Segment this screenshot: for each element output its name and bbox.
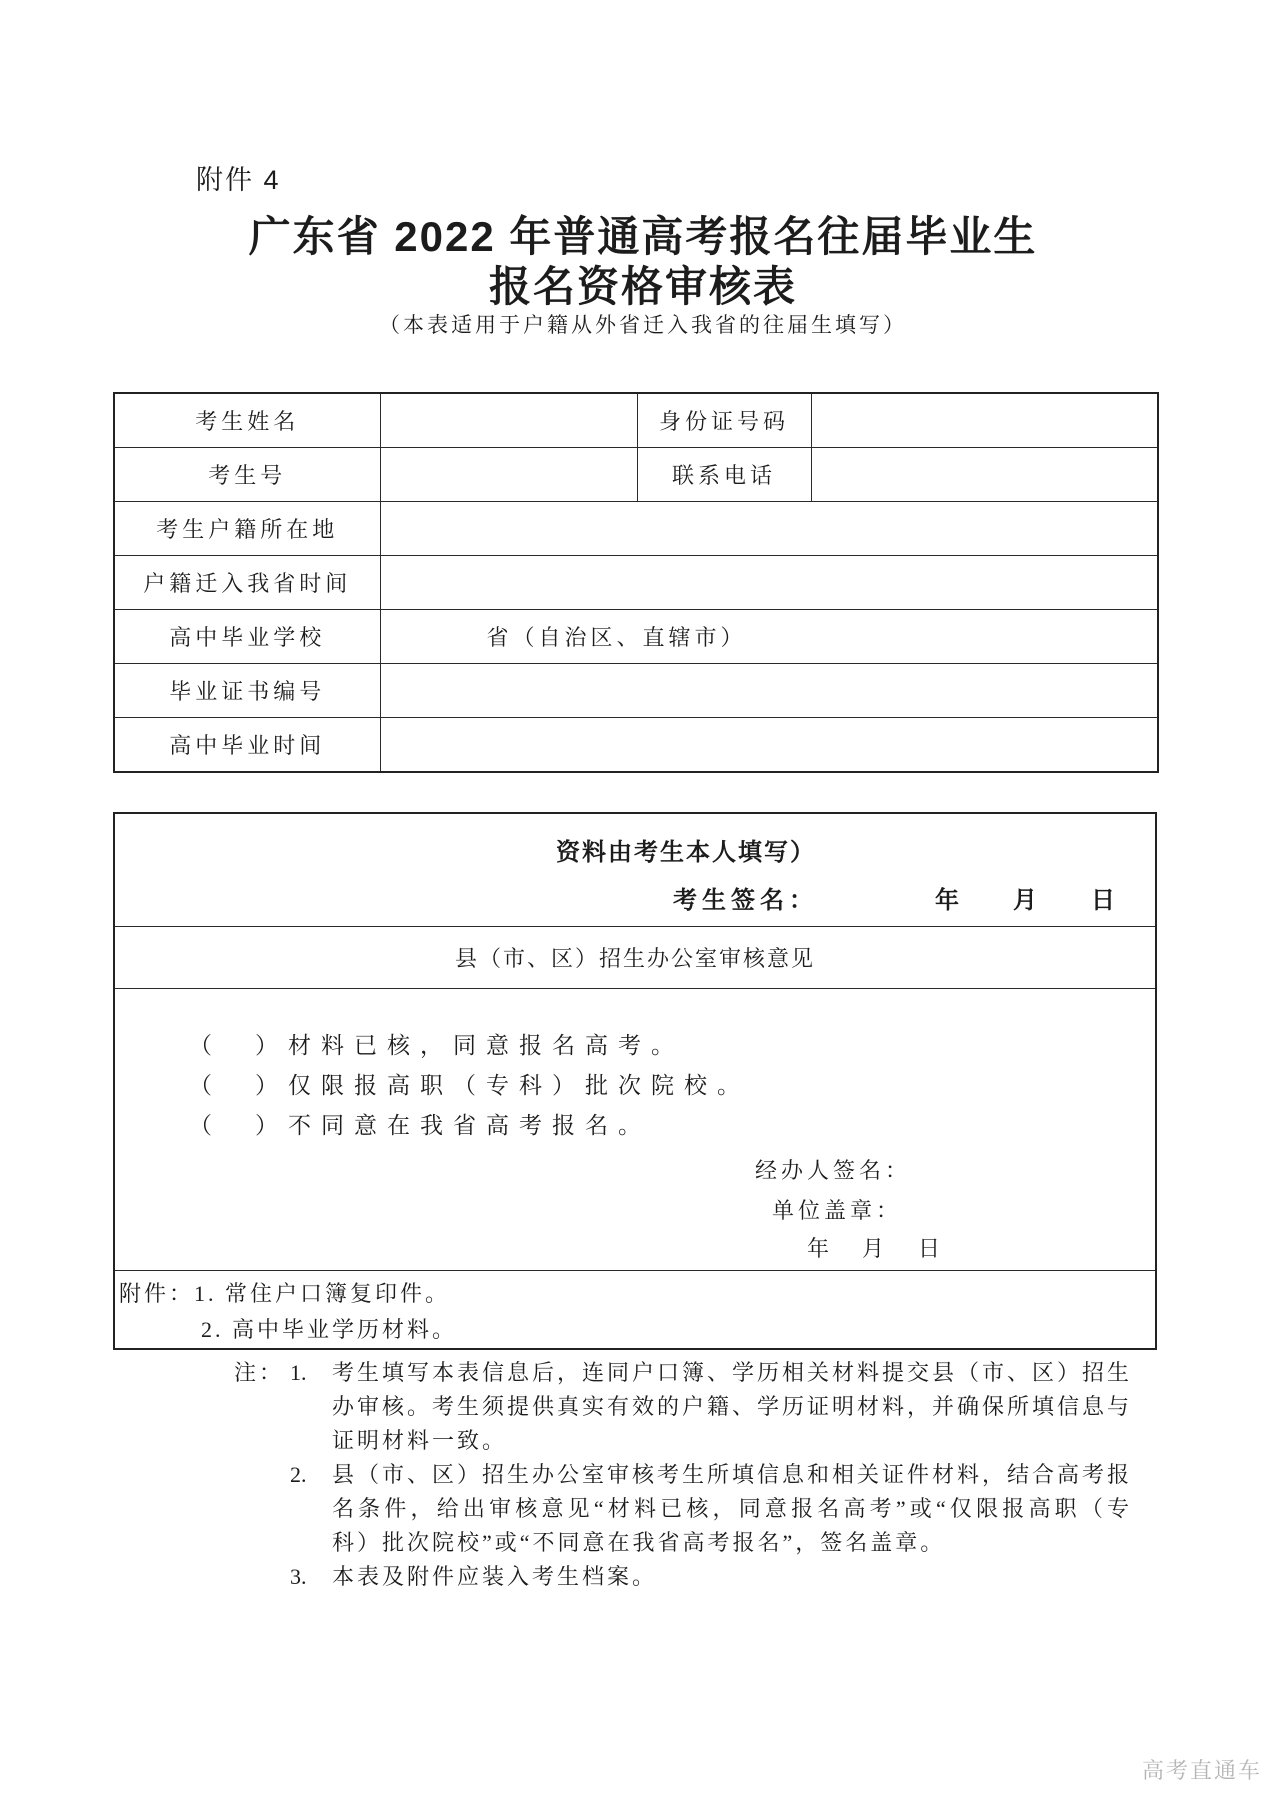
attachment-item-2: 2. 高中毕业学历材料。 [201, 1317, 458, 1342]
table-row [114, 610, 1158, 664]
note-item-2 [290, 1458, 1132, 1560]
review-option-vocational-only: （ ）仅限报高职（专科）批次院校。 [189, 1073, 750, 1098]
note-text: 考生填写本表信息后，连同户口簿、学历相关材料提交县（市、区）招生办审核。考生须提供真实有效的户籍、学历证明材料，并确保所填信息与证明材料一致。 [332, 1360, 1133, 1453]
unit-seal-label: 单位盖章： [772, 1198, 903, 1223]
review-section-table [113, 812, 1157, 1350]
note-number: 1. [290, 1360, 307, 1385]
review-option-approved: （ ）材料已核，同意报名高考。 [189, 1033, 684, 1058]
table-row [114, 556, 1158, 610]
household-location-label: 考生户籍所在地 [114, 502, 380, 556]
review-option-list [189, 1026, 750, 1146]
filled-by-candidate-note: 资料由考生本人填写） [556, 839, 816, 866]
graduate-school-province-hint: 省（自治区、直辖市） [380, 610, 1158, 664]
note-item-1 [290, 1356, 1132, 1458]
table-row [114, 664, 1158, 718]
candidate-number-blank-cell [380, 448, 637, 502]
household-move-date-blank-cell [380, 556, 1158, 610]
note-number: 2. [290, 1462, 307, 1487]
note-number: 3. [290, 1564, 307, 1589]
id-number-label: 身份证号码 [637, 393, 811, 448]
note-text: 本表及附件应装入考生档案。 [332, 1564, 658, 1589]
note-item-3 [290, 1560, 1132, 1594]
diploma-number-label: 毕业证书编号 [114, 664, 380, 718]
admissions-office-review-header: 县（市、区）招生办公室审核意见 [454, 945, 815, 971]
contact-phone-label: 联系电话 [637, 448, 811, 502]
document-title-line1: 广东省 2022 年普通高考报名往届毕业生 [248, 213, 1038, 260]
graduation-date-label: 高中毕业时间 [114, 718, 380, 773]
household-move-date-label: 户籍迁入我省时间 [114, 556, 380, 610]
graduate-school-label: 高中毕业学校 [114, 610, 380, 664]
id-number-blank-cell [811, 393, 1158, 448]
notes-block [234, 1356, 1133, 1594]
candidate-number-label: 考生号 [114, 448, 380, 502]
candidate-name-blank-cell [380, 393, 637, 448]
contact-phone-blank-cell [811, 448, 1158, 502]
household-location-blank-cell [380, 502, 1158, 556]
attachment-list-line1 [119, 1278, 450, 1310]
graduation-date-blank-cell [380, 718, 1158, 773]
review-date-month-label: 月 [862, 1236, 889, 1261]
table-row [114, 448, 1158, 502]
divider [115, 988, 1155, 989]
signature-date-year-label: 年 [935, 887, 964, 914]
review-option-rejected: （ ）不同意在我省高考报名。 [189, 1113, 651, 1138]
table-row [114, 502, 1158, 556]
diploma-number-blank-cell [380, 664, 1158, 718]
divider [115, 1270, 1155, 1271]
notes-label: 注： [234, 1360, 285, 1385]
handler-signature-label: 经办人签名： [755, 1158, 912, 1183]
document-subtitle: （本表适用于户籍从外省迁入我省的往届生填写） [379, 313, 907, 337]
signature-date-month-label: 月 [1013, 887, 1042, 914]
watermark-text: 高考直通车 [1142, 1758, 1263, 1783]
document-title-line2: 报名资格审核表 [488, 263, 797, 310]
candidate-name-label: 考生姓名 [114, 393, 380, 448]
signature-date-day-label: 日 [1091, 887, 1120, 914]
candidate-info-table [113, 392, 1159, 773]
attachments-label: 附件： [119, 1281, 195, 1306]
attachment-number-label: 附件 4 [196, 165, 281, 195]
table-row [114, 718, 1158, 773]
attachment-item-1: 1. 常住户口簿复印件。 [194, 1281, 451, 1306]
note-text: 县（市、区）招生办公室审核考生所填信息和相关证件材料，结合高考报名条件，给出审核意见“材料已核，同意报名高考”或“仅限报高职（专科）批次院校”或“不同意在我省高考报名”，签名盖章。 [332, 1462, 1133, 1555]
review-date-day-label: 日 [918, 1236, 945, 1261]
applicant-signature-label: 考生签名： [673, 887, 818, 914]
review-date-year-label: 年 [807, 1236, 834, 1261]
table-row [114, 393, 1158, 448]
